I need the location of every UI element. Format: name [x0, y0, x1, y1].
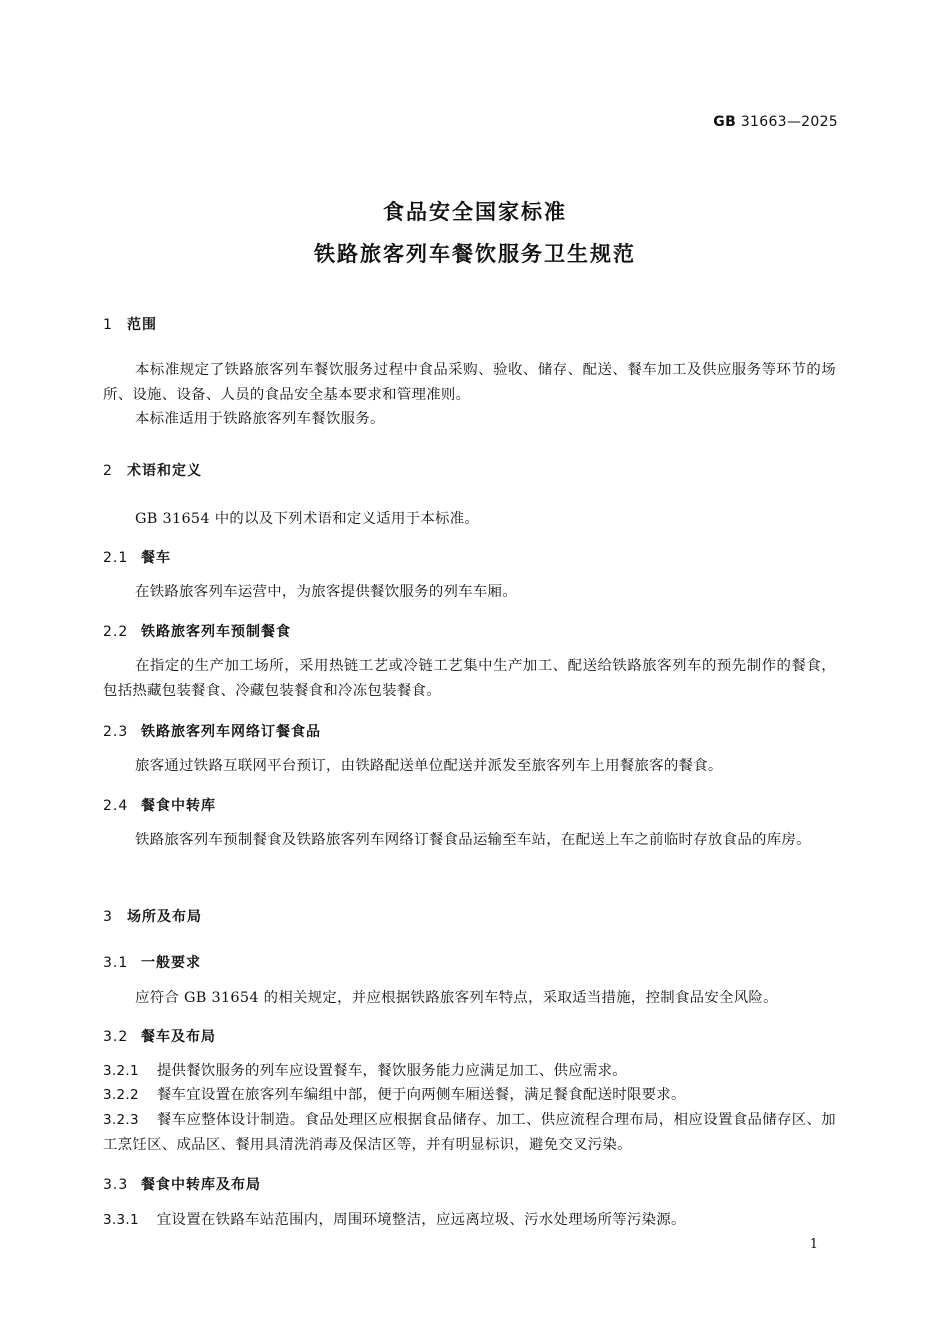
section-number: 2: [103, 463, 113, 479]
clause-number: 3.3.1: [103, 1212, 139, 1228]
paragraph-3-1: 应符合 GB 31654 的相关规定，并应根据铁路旅客列车特点，采取适当措施，控制食品安全风险。: [135, 990, 778, 1006]
subsection-number: 3.2: [103, 1029, 129, 1045]
subsection-heading-2-3: [103, 721, 321, 741]
subsection-number: 2.3: [103, 724, 129, 740]
subsection-heading-2-2: [103, 621, 291, 641]
clause-number: 3.2.3: [103, 1112, 139, 1128]
clause-3-2-1: [103, 1059, 836, 1084]
subsection-number: 3.3: [103, 1177, 129, 1193]
clause-number: 3.2.2: [103, 1087, 139, 1103]
page-number: 1: [809, 1237, 818, 1252]
section-title: 术语和定义: [127, 463, 202, 479]
paragraph-2-3: 旅客通过铁路互联网平台预订，由铁路配送单位配送并派发至旅客列车上用餐旅客的餐食。: [135, 758, 723, 774]
section-title: 场所及布局: [127, 909, 202, 925]
section-heading-2: [103, 460, 202, 480]
subsection-title: 铁路旅客列车网络订餐食品: [141, 724, 321, 740]
subsection-number: 3.1: [103, 955, 129, 971]
document-title-sub: 铁路旅客列车餐饮服务卫生规范: [314, 242, 636, 266]
paragraph-scope-2: 本标准适用于铁路旅客列车餐饮服务。: [135, 411, 385, 427]
standard-prefix: GB: [713, 114, 737, 130]
paragraph-terms-intro: GB 31654 中的以及下列术语和定义适用于本标准。: [135, 511, 480, 527]
clause-3-3-1: [103, 1208, 836, 1233]
standard-number: [713, 114, 838, 130]
subsection-heading-3-3: [103, 1174, 261, 1194]
subsection-heading-2-1: [103, 547, 171, 567]
subsection-title: 餐食中转库: [141, 798, 216, 814]
subsection-heading-3-2: [103, 1026, 216, 1046]
subsection-title: 一般要求: [141, 955, 201, 971]
paragraph-2-1: 在铁路旅客列车运营中，为旅客提供餐饮服务的列车车厢。: [135, 584, 517, 600]
subsection-title: 铁路旅客列车预制餐食: [141, 624, 291, 640]
clause-text: 宜设置在铁路车站范围内，周围环境整洁，应远离垃圾、污水处理场所等污染源。: [156, 1212, 686, 1228]
subsection-number: 2.4: [103, 798, 129, 814]
subsection-heading-3-1: [103, 952, 201, 972]
clause-text: 餐车应整体设计制造。食品处理区应根据食品储存、加工、供应流程合理布局，相应设置食品储存区、加工烹饪区、成品区、餐用具清洗消毒及保洁区等，并有明显标识，避免交叉污染。: [103, 1112, 836, 1153]
section-number: 1: [103, 317, 113, 333]
subsection-title: 餐车: [141, 550, 171, 566]
standard-code: 31663—2025: [740, 114, 838, 130]
subsection-number: 2.1: [103, 550, 129, 566]
section-title: 范围: [127, 317, 157, 333]
section-heading-3: [103, 906, 202, 926]
paragraph-scope-1: 本标准规定了铁路旅客列车餐饮服务过程中食品采购、验收、储存、配送、餐车加工及供应服务等环节的场所、设施、设备、人员的食品安全基本要求和管理准则。: [103, 362, 836, 403]
paragraph-2-2: 在指定的生产加工场所，采用热链工艺或冷链工艺集中生产加工、配送给铁路旅客列车的预先制作的餐食，包括热藏包装餐食、冷藏包装餐食和冷冻包装餐食。: [103, 658, 836, 699]
subsection-heading-2-4: [103, 795, 216, 815]
subsection-number: 2.2: [103, 624, 129, 640]
subsection-title: 餐食中转库及布局: [141, 1177, 261, 1193]
subsection-title: 餐车及布局: [141, 1029, 216, 1045]
section-heading-1: [103, 314, 157, 334]
document-title-main: 食品安全国家标准: [383, 200, 567, 224]
clause-number: 3.2.1: [103, 1063, 139, 1079]
clause-text: 提供餐饮服务的列车应设置餐车，餐饮服务能力应满足加工、供应需求。: [156, 1063, 627, 1079]
paragraph-2-4: 铁路旅客列车预制餐食及铁路旅客列车网络订餐食品运输至车站，在配送上车之前临时存放食品的库房。: [135, 832, 811, 848]
clause-3-2-3: [103, 1108, 836, 1157]
clause-text: 餐车宜设置在旅客列车编组中部，便于向两侧车厢送餐，满足餐食配送时限要求。: [156, 1087, 686, 1103]
clause-3-2-2: [103, 1083, 836, 1108]
section-number: 3: [103, 909, 113, 925]
